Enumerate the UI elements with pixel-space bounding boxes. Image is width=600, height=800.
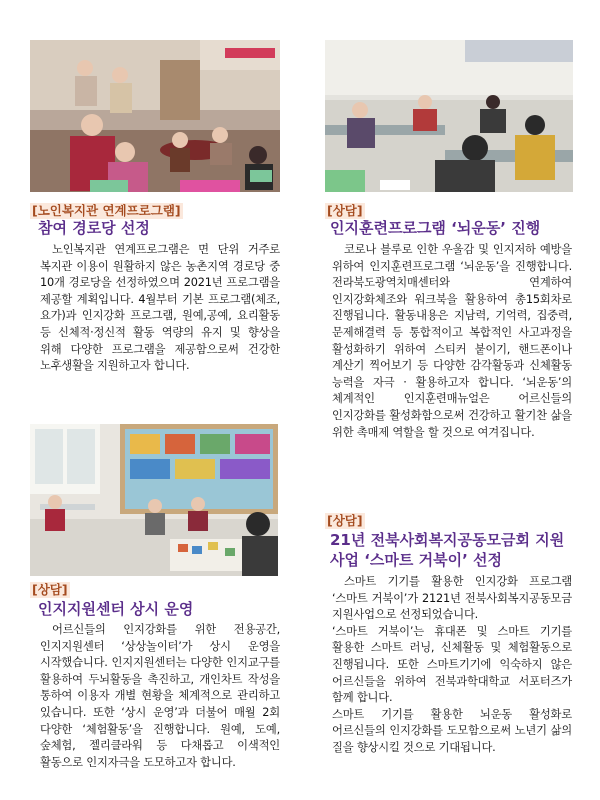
article-1-paragraph: 노인복지관 연계프로그램은 면 단위 거주로 복지관 이용이 원활하지 않은 농촌지역 경로당 중 10개 경로당을 선정하였으며 2021년 프로그램을 제공할 계획입니다. 4월부터 기본 프로그램(체조, 요가)과 인지강화 프로그램, 원예,공예, 요리활동 등 신체적·정신적 활동 역량의 유지 및 향상을 위해 다양한 프로그램을 제공함으로써 건강한 노후생활을 지원하고자 합니다. <box>40 243 280 373</box>
article-4-paragraph-2: ‘스마트 거북이’는 휴대폰 및 스마트 기기를 활용한 스마트 러닝, 신체활동 및 체험활동으로 진행됩니다. 또한 스마트기기에 익숙하지 않은 어르신들을 위하여 전북과학대학교 서포터즈가 함께 합니다. <box>332 624 572 705</box>
article-4-paragraph-1: 스마트 기기를 활용한 인지강화 프로그램 ‘스마트 거북이’가 2121년 전북사회복지공동모금 지원사업으로 선정되었습니다. <box>332 575 572 622</box>
photo-brain-exercise-class <box>325 40 573 192</box>
photo-senior-center-group <box>30 40 280 192</box>
article-3-title: 인지지원센터 상시 운영 <box>38 600 194 618</box>
article-3-paragraph: 어르신들의 인지강화를 위한 전용공간, 인지지원센터 ‘상상놀이터’가 상시 운영을 시작했습니다. 인지지원센터는 다양한 인지교구를 활용하여 두뇌활동을 촉진하고, 개인차트 작성을 통하여 이용자 개별 현황을 체계적으로 관리하고 있습니다. 또한 ‘상시 운영’과 더불어 매월 2회 다양한 ‘체험활동’을 진행합니다. 원예, 도예, 숲체험, 젤리클라워 등 다채롭고 이색적인 활동으로 인지자극을 도모하고자 합니다. <box>40 623 280 769</box>
article-4-tag: [상담] <box>327 513 363 528</box>
article-3-body <box>40 622 280 771</box>
photo-cognitive-center <box>30 424 278 576</box>
article-4-paragraph-3: 스마트 기기를 활용한 뇌운동 활성화로 어르신들의 인지강화를 도모함으로써 노년기 삶의 질을 향상시킬 것으로 기대됩니다. <box>332 707 572 754</box>
article-2-title: 인지훈련프로그램 ‘뇌운동’ 진행 <box>330 219 541 237</box>
article-1-title: 참여 경로당 선정 <box>38 219 150 237</box>
article-2-tag: [상담] <box>327 203 363 218</box>
article-1-body <box>40 242 280 375</box>
article-4-body <box>332 574 572 757</box>
article-4-title: 21년 전북사회복지공동모금회 지원사업 ‘스마트 거북이’ 선정 <box>330 531 565 569</box>
article-2-body <box>332 242 572 441</box>
article-3-tag: [상담] <box>32 582 68 597</box>
article-2-paragraph: 코로나 블루로 인한 우울감 및 인지저하 예방을 위하여 인지훈련프로그램 ‘뇌운동’을 진행합니다. 전라북도광역치매센터와 연계하여 인지강화체조와 워크북을 활용하여 총15회차로 진행됩니다. 활동내용은 지남력, 기억력, 집중력, 문제해결력 등 통합적이고 복합적인 사고과정을 활성화하기 위하여 스티커 붙이기, 핸드폰이나 계산기 찍어보기 등 다양한 감각활동과 신체활동 능력을 자극 · 활용하고자 합니다. ‘뇌운동’의 체계적인 인지훈련매뉴얼은 어르신들의 인지강화를 활성화함으로써 건강하고 활기찬 삶을 위한 촉매제 역할을 할 것으로 여겨집니다. <box>332 243 572 439</box>
article-1-tag: [노인복지관 연계프로그램] <box>32 203 181 218</box>
